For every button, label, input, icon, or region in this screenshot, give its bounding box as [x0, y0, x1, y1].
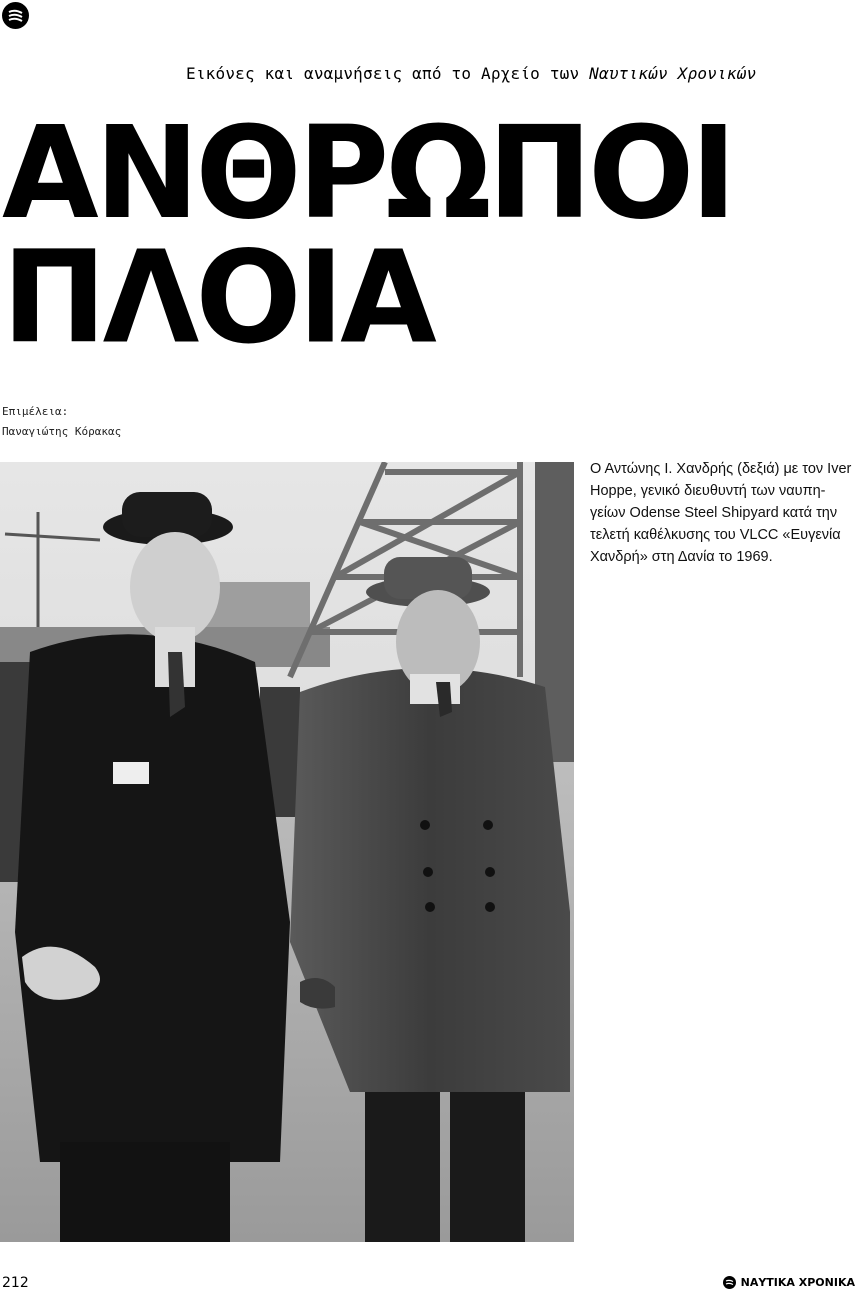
credit-name: Παναγιώτης Κόρακας [2, 425, 122, 438]
title-line-2: ΠΛΟΙΑ [2, 224, 433, 373]
editor-credit [2, 402, 121, 442]
kicker-italic-text: Ναυτικών Χρονικών [589, 64, 757, 83]
magazine-logo-icon [2, 2, 29, 29]
archive-photo [0, 462, 574, 1242]
title-line-1: ΑΝΘΡΩΠΟΙ [2, 99, 733, 248]
kicker-text: Εικόνες και αναμνήσεις από το Αρχείο των [186, 64, 590, 83]
page-number: 212 [2, 1275, 29, 1291]
brand-logo-icon [723, 1276, 736, 1289]
credit-label: Επιμέλεια: [2, 405, 69, 418]
brand-name: ΝΑΥΤΙΚΑ ΧΡΟΝΙΚΑ [740, 1276, 855, 1289]
photo-caption: Ο Αντώνης Ι. Χανδρής (δεξιά) με τον Iver Hoppe, γενικό διευθυντή των ναυπη-γείων Odense Steel Shipyard κατά την τελετή καθέλκυσης του VLCC «Ευγενία Χανδρή» στη Δανία το 1969. [590, 461, 852, 565]
article-kicker [186, 64, 756, 83]
page-title [2, 99, 733, 373]
footer-brand [723, 1276, 855, 1289]
